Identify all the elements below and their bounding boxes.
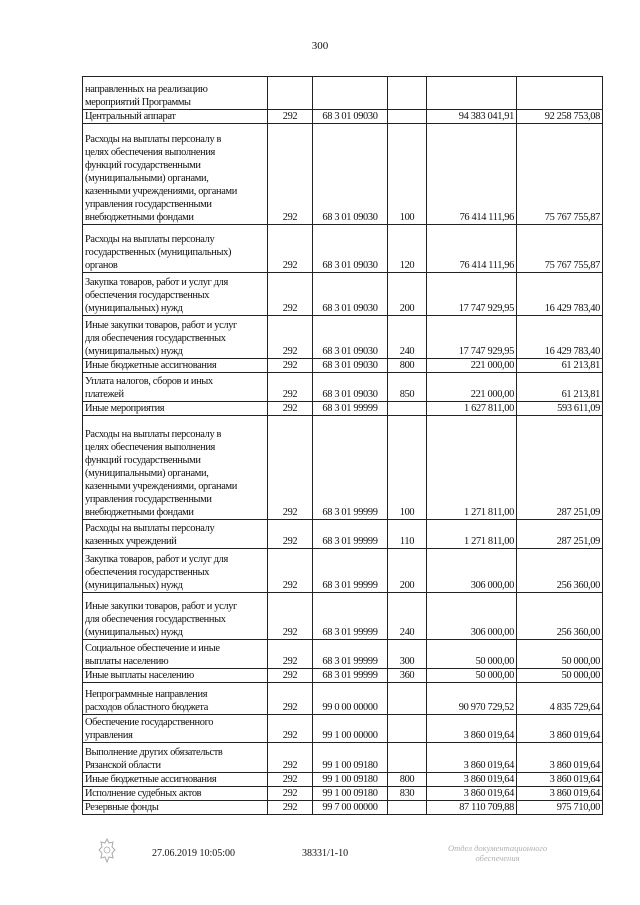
row-code: 292 xyxy=(268,316,313,359)
row-amount-planned: 17 747 929,95 xyxy=(427,316,517,359)
row-code xyxy=(268,77,313,110)
row-target-article: 68 3 01 09030 xyxy=(313,225,388,273)
row-code: 292 xyxy=(268,520,313,549)
row-amount-planned: 1 271 811,00 xyxy=(427,416,517,520)
row-name: Центральный аппарат xyxy=(83,110,268,124)
row-code: 292 xyxy=(268,225,313,273)
row-target-article: 99 1 00 09180 xyxy=(313,787,388,801)
row-amount-executed: 16 429 783,40 xyxy=(517,316,603,359)
row-amount-executed: 50 000,00 xyxy=(517,669,603,683)
row-amount-executed: 3 860 019,64 xyxy=(517,787,603,801)
row-expense-type: 240 xyxy=(388,316,427,359)
row-expense-type xyxy=(388,801,427,815)
row-name: Расходы на выплаты персоналу в целях обеспечения выполнения функций государственными (муниципальными) органами, казенными учреждениями, органами управления государственными внебюджетными фондами xyxy=(83,416,268,520)
row-name: Иные бюджетные ассигнования xyxy=(83,773,268,787)
row-target-article: 68 3 01 99999 xyxy=(313,520,388,549)
row-amount-planned: 94 383 041,91 xyxy=(427,110,517,124)
row-name: Иные закупки товаров, работ и услуг для обеспечения государственных (муниципальных) нужд xyxy=(83,593,268,640)
row-expense-type xyxy=(388,402,427,416)
row-code: 292 xyxy=(268,359,313,373)
row-code: 292 xyxy=(268,640,313,669)
row-target-article: 68 3 01 09030 xyxy=(313,316,388,359)
table-row xyxy=(83,124,603,225)
row-expense-type: 240 xyxy=(388,593,427,640)
table-row xyxy=(83,683,603,715)
row-name: Непрограммные направления расходов областного бюджета xyxy=(83,683,268,715)
row-name: Выполнение других обязательств Рязанской области xyxy=(83,743,268,773)
row-expense-type xyxy=(388,77,427,110)
table-row xyxy=(83,801,603,815)
row-target-article: 99 7 00 00000 xyxy=(313,801,388,815)
row-expense-type xyxy=(388,715,427,743)
row-code: 292 xyxy=(268,801,313,815)
row-amount-planned: 3 860 019,64 xyxy=(427,773,517,787)
row-name: Расходы на выплаты персоналу государственных (муниципальных) органов xyxy=(83,225,268,273)
row-name: Уплата налогов, сборов и иных платежей xyxy=(83,373,268,402)
row-expense-type: 830 xyxy=(388,787,427,801)
table-row xyxy=(83,416,603,520)
budget-table xyxy=(82,76,603,815)
row-target-article: 68 3 01 99999 xyxy=(313,416,388,520)
row-code: 292 xyxy=(268,743,313,773)
row-target-article: 68 3 01 09030 xyxy=(313,373,388,402)
row-name: Расходы на выплаты персоналу казенных учреждений xyxy=(83,520,268,549)
row-amount-executed: 50 000,00 xyxy=(517,640,603,669)
row-amount-executed: 75 767 755,87 xyxy=(517,225,603,273)
row-target-article: 68 3 01 99999 xyxy=(313,549,388,593)
row-name: Иные закупки товаров, работ и услуг для обеспечения государственных (муниципальных) нужд xyxy=(83,316,268,359)
row-amount-executed: 16 429 783,40 xyxy=(517,273,603,316)
row-name: Исполнение судебных актов xyxy=(83,787,268,801)
row-code: 292 xyxy=(268,683,313,715)
row-amount-planned: 3 860 019,64 xyxy=(427,743,517,773)
row-amount-planned xyxy=(427,77,517,110)
table-row xyxy=(83,715,603,743)
row-name: Обеспечение государственного управления xyxy=(83,715,268,743)
row-code: 292 xyxy=(268,124,313,225)
row-target-article: 68 3 01 09030 xyxy=(313,273,388,316)
row-amount-planned: 50 000,00 xyxy=(427,669,517,683)
row-amount-planned: 17 747 929,95 xyxy=(427,273,517,316)
row-name: Закупка товаров, работ и услуг для обеспечения государственных (муниципальных) нужд xyxy=(83,549,268,593)
row-target-article: 68 3 01 99999 xyxy=(313,640,388,669)
row-amount-executed: 256 360,00 xyxy=(517,549,603,593)
row-amount-executed: 975 710,00 xyxy=(517,801,603,815)
table-row xyxy=(83,359,603,373)
row-amount-executed: 61 213,81 xyxy=(517,373,603,402)
row-expense-type: 300 xyxy=(388,640,427,669)
row-code: 292 xyxy=(268,787,313,801)
row-name: Социальное обеспечение и иные выплаты населению xyxy=(83,640,268,669)
row-amount-planned: 221 000,00 xyxy=(427,359,517,373)
row-amount-planned: 3 860 019,64 xyxy=(427,715,517,743)
row-expense-type: 850 xyxy=(388,373,427,402)
row-code: 292 xyxy=(268,416,313,520)
table-row xyxy=(83,273,603,316)
coat-of-arms-icon xyxy=(97,838,117,864)
row-amount-planned: 306 000,00 xyxy=(427,549,517,593)
row-amount-executed: 3 860 019,64 xyxy=(517,715,603,743)
table-row xyxy=(83,773,603,787)
row-amount-executed: 4 835 729,64 xyxy=(517,683,603,715)
row-amount-planned: 1 271 811,00 xyxy=(427,520,517,549)
row-amount-executed: 287 251,09 xyxy=(517,520,603,549)
table-row xyxy=(83,787,603,801)
row-amount-executed xyxy=(517,77,603,110)
row-code: 292 xyxy=(268,373,313,402)
row-name: Резервные фонды xyxy=(83,801,268,815)
row-code: 292 xyxy=(268,669,313,683)
row-amount-executed: 256 360,00 xyxy=(517,593,603,640)
row-amount-planned: 90 970 729,52 xyxy=(427,683,517,715)
table-row xyxy=(83,77,603,110)
page-number: 300 xyxy=(311,40,329,52)
row-code: 292 xyxy=(268,273,313,316)
row-target-article: 99 1 00 09180 xyxy=(313,773,388,787)
table-row xyxy=(83,669,603,683)
row-target-article: 68 3 01 09030 xyxy=(313,124,388,225)
row-expense-type: 200 xyxy=(388,549,427,593)
row-amount-planned: 76 414 111,96 xyxy=(427,225,517,273)
row-code: 292 xyxy=(268,402,313,416)
table-row xyxy=(83,743,603,773)
row-expense-type: 110 xyxy=(388,520,427,549)
row-expense-type: 800 xyxy=(388,773,427,787)
table-row xyxy=(83,640,603,669)
row-target-article: 68 3 01 99999 xyxy=(313,669,388,683)
footer-date: 27.06.2019 10:05:00 xyxy=(152,848,236,859)
table-row xyxy=(83,316,603,359)
row-code: 292 xyxy=(268,593,313,640)
table-row xyxy=(83,520,603,549)
row-amount-executed: 92 258 753,08 xyxy=(517,110,603,124)
row-name: Закупка товаров, работ и услуг для обеспечения государственных (муниципальных) нужд xyxy=(83,273,268,316)
row-target-article: 99 0 00 00000 xyxy=(313,683,388,715)
footer-document-id: 38331/1-10 xyxy=(302,848,349,859)
row-amount-planned: 76 414 111,96 xyxy=(427,124,517,225)
row-amount-executed: 593 611,09 xyxy=(517,402,603,416)
table-row xyxy=(83,593,603,640)
row-amount-executed: 3 860 019,64 xyxy=(517,743,603,773)
row-name: Иные мероприятия xyxy=(83,402,268,416)
row-amount-planned: 3 860 019,64 xyxy=(427,787,517,801)
row-amount-executed: 61 213,81 xyxy=(517,359,603,373)
table-row xyxy=(83,110,603,124)
row-name: Иные бюджетные ассигнования xyxy=(83,359,268,373)
row-name: направленных на реализацию мероприятий Программы xyxy=(83,77,268,110)
row-expense-type: 100 xyxy=(388,416,427,520)
row-target-article xyxy=(313,77,388,110)
row-expense-type: 800 xyxy=(388,359,427,373)
row-amount-planned: 1 627 811,00 xyxy=(427,402,517,416)
row-code: 292 xyxy=(268,773,313,787)
row-expense-type xyxy=(388,683,427,715)
row-name: Расходы на выплаты персоналу в целях обеспечения выполнения функций государственными (муниципальными) органами, казенными учреждениями, органами управления государственными внебюджетными фондами xyxy=(83,124,268,225)
row-code: 292 xyxy=(268,715,313,743)
footer-stamp: Отдел документационного обеспечения xyxy=(448,843,548,863)
row-name: Иные выплаты населению xyxy=(83,669,268,683)
row-expense-type xyxy=(388,110,427,124)
row-amount-executed: 287 251,09 xyxy=(517,416,603,520)
table-row xyxy=(83,225,603,273)
row-amount-planned: 87 110 709,88 xyxy=(427,801,517,815)
row-target-article: 68 3 01 09030 xyxy=(313,110,388,124)
row-expense-type xyxy=(388,743,427,773)
row-amount-planned: 50 000,00 xyxy=(427,640,517,669)
row-expense-type: 100 xyxy=(388,124,427,225)
row-amount-planned: 221 000,00 xyxy=(427,373,517,402)
table-row xyxy=(83,373,603,402)
table-row xyxy=(83,402,603,416)
row-target-article: 99 1 00 09180 xyxy=(313,743,388,773)
row-amount-executed: 75 767 755,87 xyxy=(517,124,603,225)
budget-table-body xyxy=(83,77,603,815)
row-target-article: 68 3 01 99999 xyxy=(313,402,388,416)
row-code: 292 xyxy=(268,549,313,593)
row-amount-planned: 306 000,00 xyxy=(427,593,517,640)
row-expense-type: 120 xyxy=(388,225,427,273)
row-amount-executed: 3 860 019,64 xyxy=(517,773,603,787)
row-code: 292 xyxy=(268,110,313,124)
row-expense-type: 360 xyxy=(388,669,427,683)
row-target-article: 99 1 00 00000 xyxy=(313,715,388,743)
table-row xyxy=(83,549,603,593)
row-target-article: 68 3 01 99999 xyxy=(313,593,388,640)
row-expense-type: 200 xyxy=(388,273,427,316)
row-target-article: 68 3 01 09030 xyxy=(313,359,388,373)
